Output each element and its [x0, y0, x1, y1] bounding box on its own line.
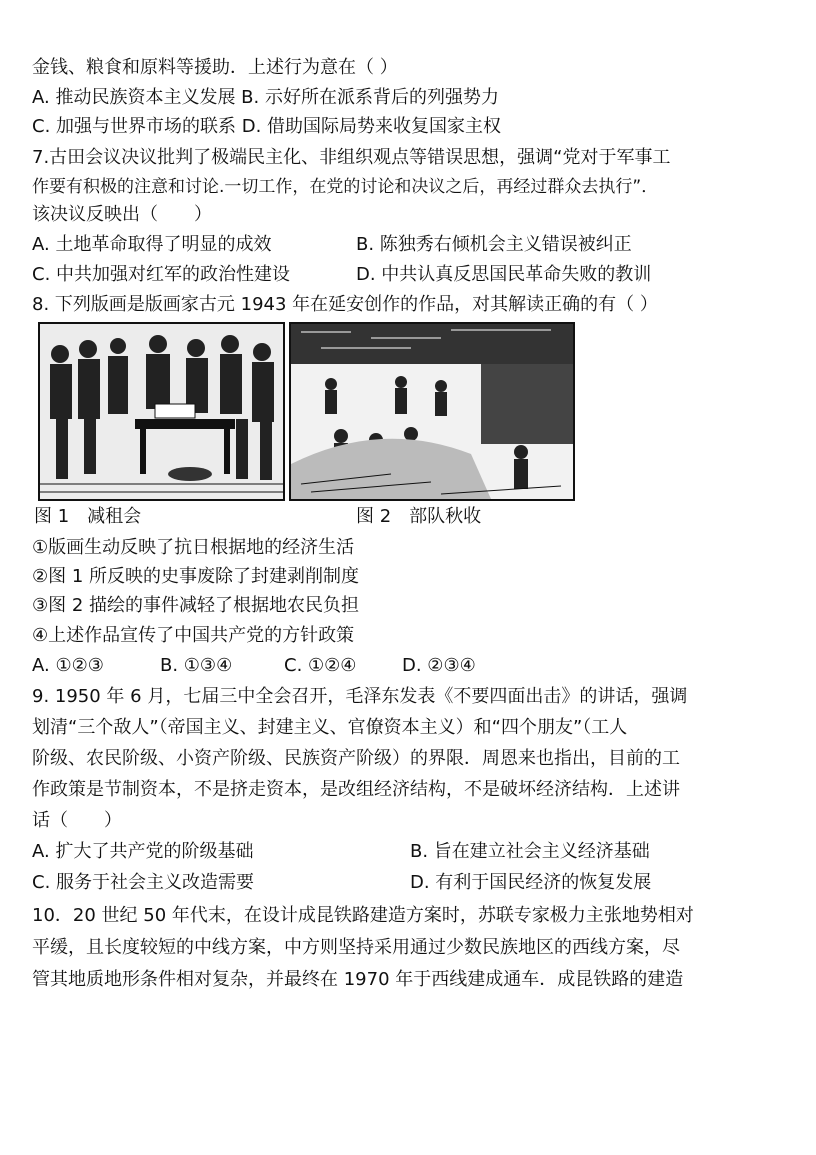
q7-option-a: A. 土地革命取得了明显的成效 [32, 234, 272, 255]
figure-1-caption: 图 1 减租会 [34, 506, 142, 527]
q9-stem-line4: 作政策是节制资本，不是挤走资本，是改组经济结构，不是破坏经济结构．上述讲 [32, 779, 680, 800]
q7-option-c: C. 中共加强对红军的政治性建设 [32, 264, 291, 285]
q7-option-d: D. 中共认真反思国民革命失败的教训 [356, 264, 652, 285]
q6-stem-end: 金钱、粮食和原料等援助．上述行为意在（ ） [32, 57, 398, 78]
q10-stem-line1: 10．20 世纪 50 年代末，在设计成昆铁路建造方案时，苏联专家极力主张地势相对 [32, 905, 694, 926]
q7-stem-line1: 7.古田会议决议批判了极端民主化、非组织观点等错误思想，强调“党对于军事工 [32, 147, 671, 168]
q8-statement-2: ②图 1 所反映的史事废除了封建剥削制度 [32, 566, 360, 587]
q8-option-b: B. ①③④ [160, 655, 233, 676]
woodcut-harvest-illustration [291, 324, 573, 499]
q9-option-c: C. 服务于社会主义改造需要 [32, 872, 255, 893]
q8-option-d: D. ②③④ [402, 655, 476, 676]
q7-stem-line2: 作要有积极的注意和讨论.一切工作，在党的讨论和决议之后，再经过群众去执行”． [32, 177, 659, 197]
q7-stem-line3: 该决议反映出（ ） [32, 204, 212, 225]
q9-stem-line5: 话（ ） [32, 810, 122, 831]
q8-statement-4: ④上述作品宣传了中国共产党的方针政策 [32, 625, 355, 646]
woodcut-meeting-illustration [40, 324, 283, 499]
figure-1-woodcut [38, 322, 285, 501]
figure-2-woodcut [289, 322, 575, 501]
q7-option-b: B. 陈独秀右倾机会主义错误被纠正 [356, 234, 632, 255]
q6-options-ab: A. 推动民族资本主义发展 B. 示好所在派系背后的列强势力 [32, 87, 499, 108]
q9-stem-line3: 阶级、农民阶级、小资产阶级、民族资产阶级）的界限．周恩来也指出，目前的工 [32, 748, 680, 769]
q9-stem-line1: 9. 1950 年 6 月，七届三中全会召开，毛泽东发表《不要四面出击》的讲话，强调 [32, 686, 688, 707]
figure-2-caption: 图 2 部队秋收 [356, 506, 482, 527]
q8-stem: 8. 下列版画是版画家古元 1943 年在延安创作的作品，对其解读正确的有（ ） [32, 294, 658, 315]
q8-statement-3: ③图 2 描绘的事件减轻了根据地农民负担 [32, 595, 360, 616]
q6-options-cd: C. 加强与世界市场的联系 D. 借助国际局势来收复国家主权 [32, 116, 502, 137]
q9-option-b: B. 旨在建立社会主义经济基础 [410, 841, 650, 862]
q9-option-d: D. 有利于国民经济的恢复发展 [410, 872, 652, 893]
q9-stem-line2: 划清“三个敌人”（帝国主义、封建主义、官僚资本主义）和“四个朋友”（工人 [32, 717, 628, 738]
q8-option-a: A. ①②③ [32, 655, 104, 676]
q10-stem-line2: 平缓，且长度较短的中线方案，中方则坚持采用通过少数民族地区的西线方案，尽 [32, 937, 680, 958]
q10-stem-line3: 管其地质地形条件相对复杂，并最终在 1970 年于西线建成通车．成昆铁路的建造 [32, 969, 684, 990]
q8-statement-1: ①版画生动反映了抗日根据地的经济生活 [32, 537, 355, 558]
q9-option-a: A. 扩大了共产党的阶级基础 [32, 841, 254, 862]
q8-option-c: C. ①②④ [284, 655, 357, 676]
